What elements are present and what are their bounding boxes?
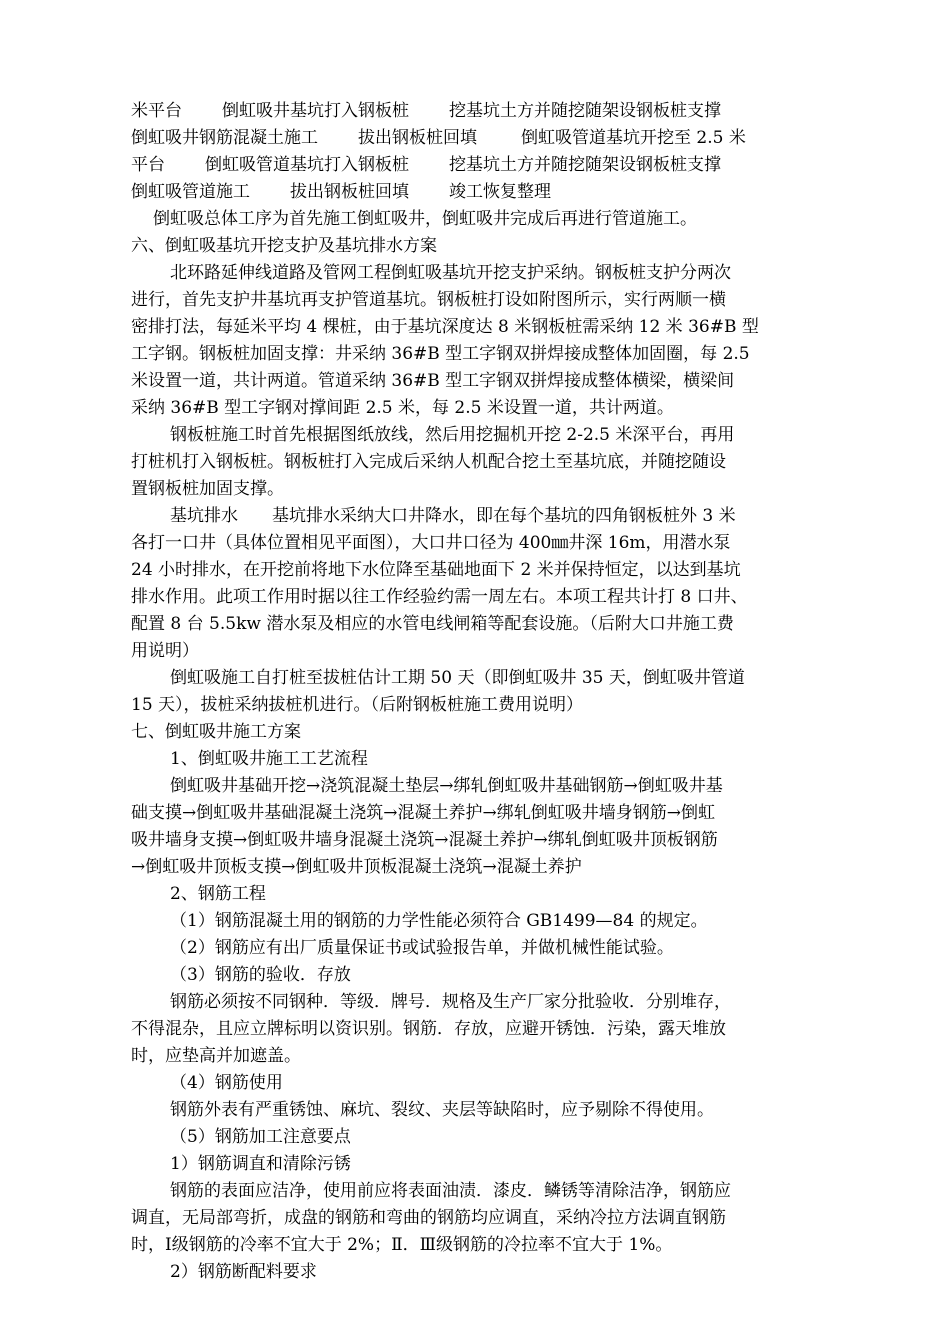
paragraph-line: 北环路延伸线道路及管网工程倒虹吸基坑开挖支护采纳。钢板桩支护分两次 [170, 263, 731, 283]
paragraph-line: →倒虹吸井顶板支摸→倒虹吸井顶板混凝土浇筑→混凝土养护 [131, 857, 582, 877]
paragraph-line: 用说明） [131, 641, 199, 661]
paragraph-line: 置钢板桩加固支撑。 [131, 479, 284, 499]
flow-row [131, 152, 821, 179]
list-item: 2）钢筋断配料要求 [170, 1262, 317, 1282]
paragraph-line: 倒虹吸施工自打桩至拔桩估计工期 50 天（即倒虹吸井 35 天，倒虹吸井管道 [170, 668, 745, 688]
paragraph-line: 不得混杂，且应立牌标明以资识别。钢筋．存放，应避开锈蚀．污染，露天堆放 [131, 1019, 726, 1039]
paragraph-line: 进行，首先支护井基坑再支护管道基坑。钢板桩打设如附图所示，实行两顺一横 [131, 290, 726, 310]
paragraph-line: 米设置一道，共计两道。管道采纳 36#B 型工字钢双拼焊接成整体横梁，横梁间 [131, 371, 735, 391]
paragraph-line: 工字钢。钢板桩加固支撑：井采纳 36#B 型工字钢双拼焊接成整体加固圈，每 2.5 [131, 344, 750, 364]
paragraph-line: 钢筋必须按不同钢种．等级．牌号．规格及生产厂家分批验收．分别堆存， [170, 992, 731, 1012]
paragraph-line: 吸井墙身支摸→倒虹吸井墙身混凝土浇筑→混凝土养护→绑轧倒虹吸井顶板钢筋 [131, 830, 718, 850]
paragraph-line: 时，应垫高并加遮盖。 [131, 1046, 301, 1066]
flow-step: 平台 [131, 155, 165, 175]
paragraph-line: 钢筋外表有严重锈蚀、麻坑、裂纹、夹层等缺陷时，应予剔除不得使用。 [170, 1100, 714, 1120]
list-item: （2）钢筋应有出厂质量保证书或试验报告单，并做机械性能试验。 [170, 938, 674, 958]
paragraph-line: 各打一口井（具体位置相见平面图），大口井口径为 400㎜井深 16m，用潜水泵 [131, 533, 731, 553]
paragraph-line: 础支摸→倒虹吸井基础混凝土浇筑→混凝土养护→绑轧倒虹吸井墙身钢筋→倒虹 [131, 803, 715, 823]
subsection-heading: 2、钢筋工程 [170, 884, 266, 904]
flow-step: 挖基坑土方并随挖随架设钢板桩支撑 [449, 155, 721, 175]
list-item: （5）钢筋加工注意要点 [170, 1127, 351, 1147]
flow-step: 拔出钢板桩回填 [358, 128, 477, 148]
flow-step: 米平台 [131, 101, 182, 121]
paragraph-line: 调直，无局部弯折，成盘的钢筋和弯曲的钢筋均应调直，采纳冷拉方法调直钢筋 [131, 1208, 726, 1228]
flow-step: 倒虹吸井钢筋混凝土施工 [131, 128, 318, 148]
document-body [131, 98, 821, 1286]
list-item: 1）钢筋调直和清除污锈 [170, 1154, 351, 1174]
flow-step: 倒虹吸井基坑打入钢板桩 [222, 101, 409, 121]
paragraph-line: 排水作用。此项工作用时据以往工作经验约需一周左右。本项工程共计打 8 口井、 [131, 587, 748, 607]
list-item: （4）钢筋使用 [170, 1073, 283, 1093]
subsection-heading: 1、倒虹吸井施工工艺流程 [170, 749, 368, 769]
paragraph-line: 采纳 36#B 型工字钢对撑间距 2.5 米，每 2.5 米设置一道，共计两道。 [131, 398, 674, 418]
list-item: （1）钢筋混凝土用的钢筋的力学性能必须符合 GB1499—84 的规定。 [170, 911, 708, 931]
flow-row [131, 125, 821, 152]
paragraph-line: 时，Ⅰ级钢筋的冷率不宜大于 2%；Ⅱ．Ⅲ级钢筋的冷拉率不宜大于 1%。 [131, 1235, 673, 1255]
flow-step: 倒虹吸管道施工 [131, 182, 250, 202]
paragraph-line: 15 天），拔桩采纳拔桩机进行。（后附钢板桩施工费用说明） [131, 695, 584, 715]
flow-step: 挖基坑土方并随挖随架设钢板桩支撑 [449, 101, 721, 121]
flow-step: 竣工恢复整理 [449, 182, 551, 202]
flow-step: 拔出钢板桩回填 [290, 182, 409, 202]
paragraph-line: 密排打法，每延米平均 4 棵桩，由于基坑深度达 8 米钢板桩需采纳 12 米 36#B 型 [131, 317, 759, 337]
flow-row [131, 98, 821, 125]
paragraph-line: 打桩机打入钢板桩。钢板桩打入完成后采纳人机配合挖土至基坑底，并随挖随设 [131, 452, 726, 472]
paragraph-line: 钢筋的表面应洁净，使用前应将表面油渍．漆皮．鳞锈等清除洁净，钢筋应 [170, 1181, 731, 1201]
list-item: （3）钢筋的验收．存放 [170, 965, 351, 985]
paragraph-line: 基坑排水 基坑排水采纳大口井降水，即在每个基坑的四角钢板桩外 3 米 [170, 506, 736, 526]
section-heading: 六、倒虹吸基坑开挖支护及基坑排水方案 [131, 236, 437, 256]
paragraph-line: 钢板桩施工时首先根据图纸放线，然后用挖掘机开挖 2-2.5 米深平台，再用 [170, 425, 735, 445]
flow-step: 倒虹吸管道基坑开挖至 2.5 米 [521, 128, 746, 148]
section-heading: 七、倒虹吸井施工方案 [131, 722, 301, 742]
paragraph-line: 倒虹吸总体工序为首先施工倒虹吸井，倒虹吸井完成后再进行管道施工。 [153, 209, 697, 229]
paragraph-line: 倒虹吸井基础开挖→浇筑混凝土垫层→绑轧倒虹吸井基础钢筋→倒虹吸井基 [170, 776, 723, 796]
flow-step: 倒虹吸管道基坑打入钢板桩 [205, 155, 409, 175]
flow-row [131, 179, 821, 206]
paragraph-line: 配置 8 台 5.5kw 潜水泵及相应的水管电线闸箱等配套设施。（后附大口井施工费 [131, 614, 734, 634]
paragraph-line: 24 小时排水，在开挖前将地下水位降至基础地面下 2 米并保持恒定，以达到基坑 [131, 560, 741, 580]
